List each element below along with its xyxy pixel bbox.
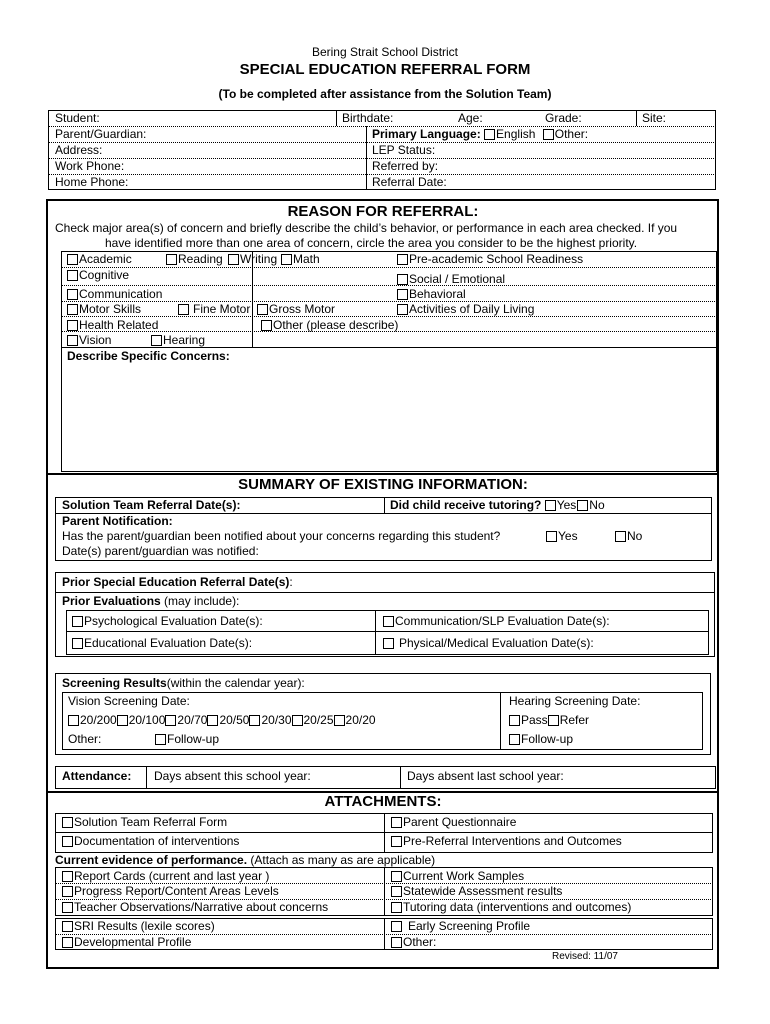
english-checkbox[interactable] xyxy=(484,129,495,140)
pre-referral-checkbox[interactable] xyxy=(391,836,402,847)
tutoring-no-label: No xyxy=(589,498,605,512)
parent-questionnaire-label: Parent Questionnaire xyxy=(403,815,517,829)
writing-checkbox[interactable] xyxy=(228,254,239,265)
form-title: SPECIAL EDUCATION REFERRAL FORM xyxy=(239,61,531,78)
tutoring-data-checkbox[interactable] xyxy=(391,902,402,913)
pre-referral-label: Pre-Referral Interventions and Outcomes xyxy=(403,834,622,848)
hearing-screening-date[interactable]: Hearing Screening Date: xyxy=(509,694,641,708)
summary-title: SUMMARY OF EXISTING INFORMATION: xyxy=(238,476,528,493)
health-related-checkbox[interactable] xyxy=(67,320,78,331)
fine-motor-label: Fine Motor xyxy=(193,302,251,316)
days-absent-this-year[interactable]: Days absent this school year: xyxy=(154,769,311,783)
parent-notification-label: Parent Notification: xyxy=(62,514,173,528)
vision-follow-up-checkbox[interactable] xyxy=(155,734,166,745)
prior-evaluations-label: Prior Evaluations xyxy=(62,594,161,608)
hearing-checkbox[interactable] xyxy=(151,335,162,346)
attachments-title: ATTACHMENTS: xyxy=(324,793,442,810)
math-label: Math xyxy=(293,252,320,266)
attendance-label: Attendance: xyxy=(62,769,132,783)
vision-20-50-label: 20/50 xyxy=(219,713,250,727)
parent-notified-yes-checkbox[interactable] xyxy=(546,531,557,542)
solution-team-dates-label[interactable]: Solution Team Referral Date(s): xyxy=(62,498,241,512)
other-reason-checkbox[interactable] xyxy=(261,320,272,331)
progress-report-checkbox[interactable] xyxy=(62,886,73,897)
tutoring-no-checkbox[interactable] xyxy=(577,500,588,511)
hearing-refer-checkbox[interactable] xyxy=(548,715,559,726)
math-checkbox[interactable] xyxy=(281,254,292,265)
parent-questionnaire-checkbox[interactable] xyxy=(391,817,402,828)
social-emotional-label: Social / Emotional xyxy=(409,272,506,286)
hearing-label: Hearing xyxy=(163,333,206,347)
describe-concerns-area[interactable] xyxy=(64,364,714,469)
report-cards-checkbox[interactable] xyxy=(62,871,73,882)
grade-field[interactable]: Grade: xyxy=(545,111,582,125)
describe-concerns-label: Describe Specific Concerns: xyxy=(67,349,230,363)
age-field[interactable]: Age: xyxy=(458,111,483,125)
screening-results-note: (within the calendar year): xyxy=(166,676,305,690)
english-label: English xyxy=(496,127,536,141)
academic-checkbox[interactable] xyxy=(67,254,78,265)
vision-label: Vision xyxy=(79,333,112,347)
cognitive-label: Cognitive xyxy=(79,268,130,282)
other-attachment-label: Other: xyxy=(403,935,437,949)
reading-checkbox[interactable] xyxy=(166,254,177,265)
psych-eval-label: Psychological Evaluation Date(s): xyxy=(84,614,263,628)
reading-label: Reading xyxy=(178,252,223,266)
tutoring-data-label: Tutoring data (interventions and outcomes) xyxy=(403,900,632,914)
work-phone-field[interactable]: Work Phone: xyxy=(55,159,125,173)
work-samples-checkbox[interactable] xyxy=(391,871,402,882)
address-field[interactable]: Address: xyxy=(55,143,103,157)
early-screening-label: Early Screening Profile xyxy=(408,919,531,933)
vision-20-100-checkbox[interactable] xyxy=(117,715,128,726)
vision-20-25-label: 20/25 xyxy=(303,713,334,727)
writing-label: Writing xyxy=(240,252,278,266)
other-attachment-checkbox[interactable] xyxy=(391,937,402,948)
student-field[interactable]: Student: xyxy=(55,111,100,125)
early-screening-checkbox[interactable] xyxy=(391,921,402,932)
primary-language-label: Primary Language: xyxy=(372,127,481,141)
developmental-profile-checkbox[interactable] xyxy=(62,937,73,948)
referral-date-field[interactable]: Referral Date: xyxy=(372,175,447,189)
vision-20-100-label: 20/100 xyxy=(128,713,166,727)
communication-checkbox[interactable] xyxy=(67,289,78,300)
parent-notified-no-label: No xyxy=(627,529,643,543)
sri-results-checkbox[interactable] xyxy=(62,921,73,932)
solution-form-checkbox[interactable] xyxy=(62,817,73,828)
comm-slp-checkbox[interactable] xyxy=(383,616,394,627)
hearing-pass-label: Pass xyxy=(521,713,548,727)
district-name: Bering Strait School District xyxy=(311,45,459,59)
current-evidence-note: (Attach as many as are applicable) xyxy=(247,853,436,867)
gross-motor-label: Gross Motor xyxy=(269,302,336,316)
statewide-label: Statewide Assessment results xyxy=(403,884,563,898)
behavioral-label: Behavioral xyxy=(409,287,466,301)
tutoring-label: Did child receive tutoring? xyxy=(390,498,542,512)
parent-field[interactable]: Parent/Guardian: xyxy=(55,127,147,141)
hearing-refer-label: Refer xyxy=(559,713,590,727)
home-phone-field[interactable]: Home Phone: xyxy=(55,175,129,189)
documentation-label: Documentation of interventions xyxy=(74,834,240,848)
fine-motor-checkbox[interactable] xyxy=(178,304,189,315)
reason-title: REASON FOR REFERRAL: xyxy=(287,203,479,220)
work-samples-label: Current Work Samples xyxy=(403,869,525,883)
motor-skills-checkbox[interactable] xyxy=(67,304,78,315)
gross-motor-checkbox[interactable] xyxy=(257,304,268,315)
progress-report-label: Progress Report/Content Areas Levels xyxy=(74,884,279,898)
adl-checkbox[interactable] xyxy=(397,304,408,315)
screening-results-label: Screening Results xyxy=(62,676,167,690)
sri-results-label: SRI Results (lexile scores) xyxy=(74,919,215,933)
vision-20-30-label: 20/30 xyxy=(261,713,292,727)
lep-status-field[interactable]: LEP Status: xyxy=(372,143,436,157)
vision-20-20-label: 20/20 xyxy=(345,713,376,727)
motor-skills-label: Motor Skills xyxy=(79,302,142,316)
hearing-pass-checkbox[interactable] xyxy=(509,715,520,726)
prior-evaluations-note: (may include): xyxy=(160,594,240,608)
adl-label: Activities of Daily Living xyxy=(409,302,535,316)
other-reason-label: Other (please describe) xyxy=(273,318,399,332)
parent-notified-dates[interactable]: Date(s) parent/guardian was notified: xyxy=(62,544,259,558)
parent-notified-question: Has the parent/guardian been notified about your concerns regarding this student? xyxy=(62,529,501,543)
psych-eval-checkbox[interactable] xyxy=(72,616,83,627)
prior-referral-colon: : xyxy=(289,575,293,589)
vision-20-70-label: 20/70 xyxy=(177,713,208,727)
days-absent-last-year[interactable]: Days absent last school year: xyxy=(407,769,564,783)
cognitive-checkbox[interactable] xyxy=(67,270,78,281)
referred-by-field[interactable]: Referred by: xyxy=(372,159,439,173)
revised-date: Revised: 11/07 xyxy=(552,951,618,962)
communication-label: Communication xyxy=(79,287,163,301)
vision-20-20-checkbox[interactable] xyxy=(334,715,345,726)
other-language-checkbox[interactable] xyxy=(543,129,554,140)
hearing-follow-up-checkbox[interactable] xyxy=(509,734,520,745)
vision-20-30-checkbox[interactable] xyxy=(249,715,260,726)
vision-20-50-checkbox[interactable] xyxy=(207,715,218,726)
parent-notified-yes-label: Yes xyxy=(558,529,578,543)
edu-eval-checkbox[interactable] xyxy=(72,638,83,649)
site-field[interactable]: Site: xyxy=(642,111,667,125)
report-cards-label: Report Cards (current and last year ) xyxy=(74,869,270,883)
vision-20-200-checkbox[interactable] xyxy=(68,715,79,726)
social-emotional-checkbox[interactable] xyxy=(397,274,408,285)
other-language-label: Other: xyxy=(554,127,589,141)
vision-checkbox[interactable] xyxy=(67,335,78,346)
hearing-follow-up-label: Follow-up xyxy=(521,732,574,746)
documentation-checkbox[interactable] xyxy=(62,836,73,847)
solution-form-label: Solution Team Referral Form xyxy=(74,815,228,829)
form-subtitle: (To be completed after assistance from the Solution Team) xyxy=(218,87,552,101)
edu-eval-label: Educational Evaluation Date(s): xyxy=(84,636,253,650)
current-evidence-label: Current evidence of performance. xyxy=(55,853,248,867)
vision-screening-date[interactable]: Vision Screening Date: xyxy=(68,694,190,708)
tutoring-yes-checkbox[interactable] xyxy=(545,500,556,511)
tutoring-yes-label: Yes xyxy=(556,498,577,512)
vision-20-70-checkbox[interactable] xyxy=(165,715,176,726)
vision-20-200-label: 20/200 xyxy=(80,713,117,727)
pre-academic-label: Pre-academic School Readiness xyxy=(409,252,584,266)
teacher-observations-checkbox[interactable] xyxy=(62,902,73,913)
comm-slp-label: Communication/SLP Evaluation Date(s): xyxy=(395,614,610,628)
teacher-observations-label: Teacher Observations/Narrative about concerns xyxy=(74,900,329,914)
academic-label: Academic xyxy=(79,252,132,266)
vision-follow-up-label: Follow-up xyxy=(167,732,220,746)
phys-eval-checkbox[interactable] xyxy=(383,638,394,649)
phys-eval-label: Physical/Medical Evaluation Date(s): xyxy=(399,636,594,650)
reason-instructions-2: have identified more than one area of concern, circle the area you consider to be the highest priority. xyxy=(105,236,638,250)
health-related-label: Health Related xyxy=(79,318,159,332)
statewide-checkbox[interactable] xyxy=(391,886,402,897)
vision-other-label[interactable]: Other: xyxy=(68,732,102,746)
reason-instructions-1: Check major area(s) of concern and briefly describe the child’s behavior, or performance in each area checked. If you xyxy=(55,221,678,235)
prior-referral-label[interactable]: Prior Special Education Referral Date(s) xyxy=(62,575,290,589)
developmental-profile-label: Developmental Profile xyxy=(74,935,192,949)
vision-20-25-checkbox[interactable] xyxy=(292,715,303,726)
birthdate-field[interactable]: Birthdate: xyxy=(342,111,394,125)
pre-academic-checkbox[interactable] xyxy=(397,254,408,265)
behavioral-checkbox[interactable] xyxy=(397,289,408,300)
parent-notified-no-checkbox[interactable] xyxy=(615,531,626,542)
